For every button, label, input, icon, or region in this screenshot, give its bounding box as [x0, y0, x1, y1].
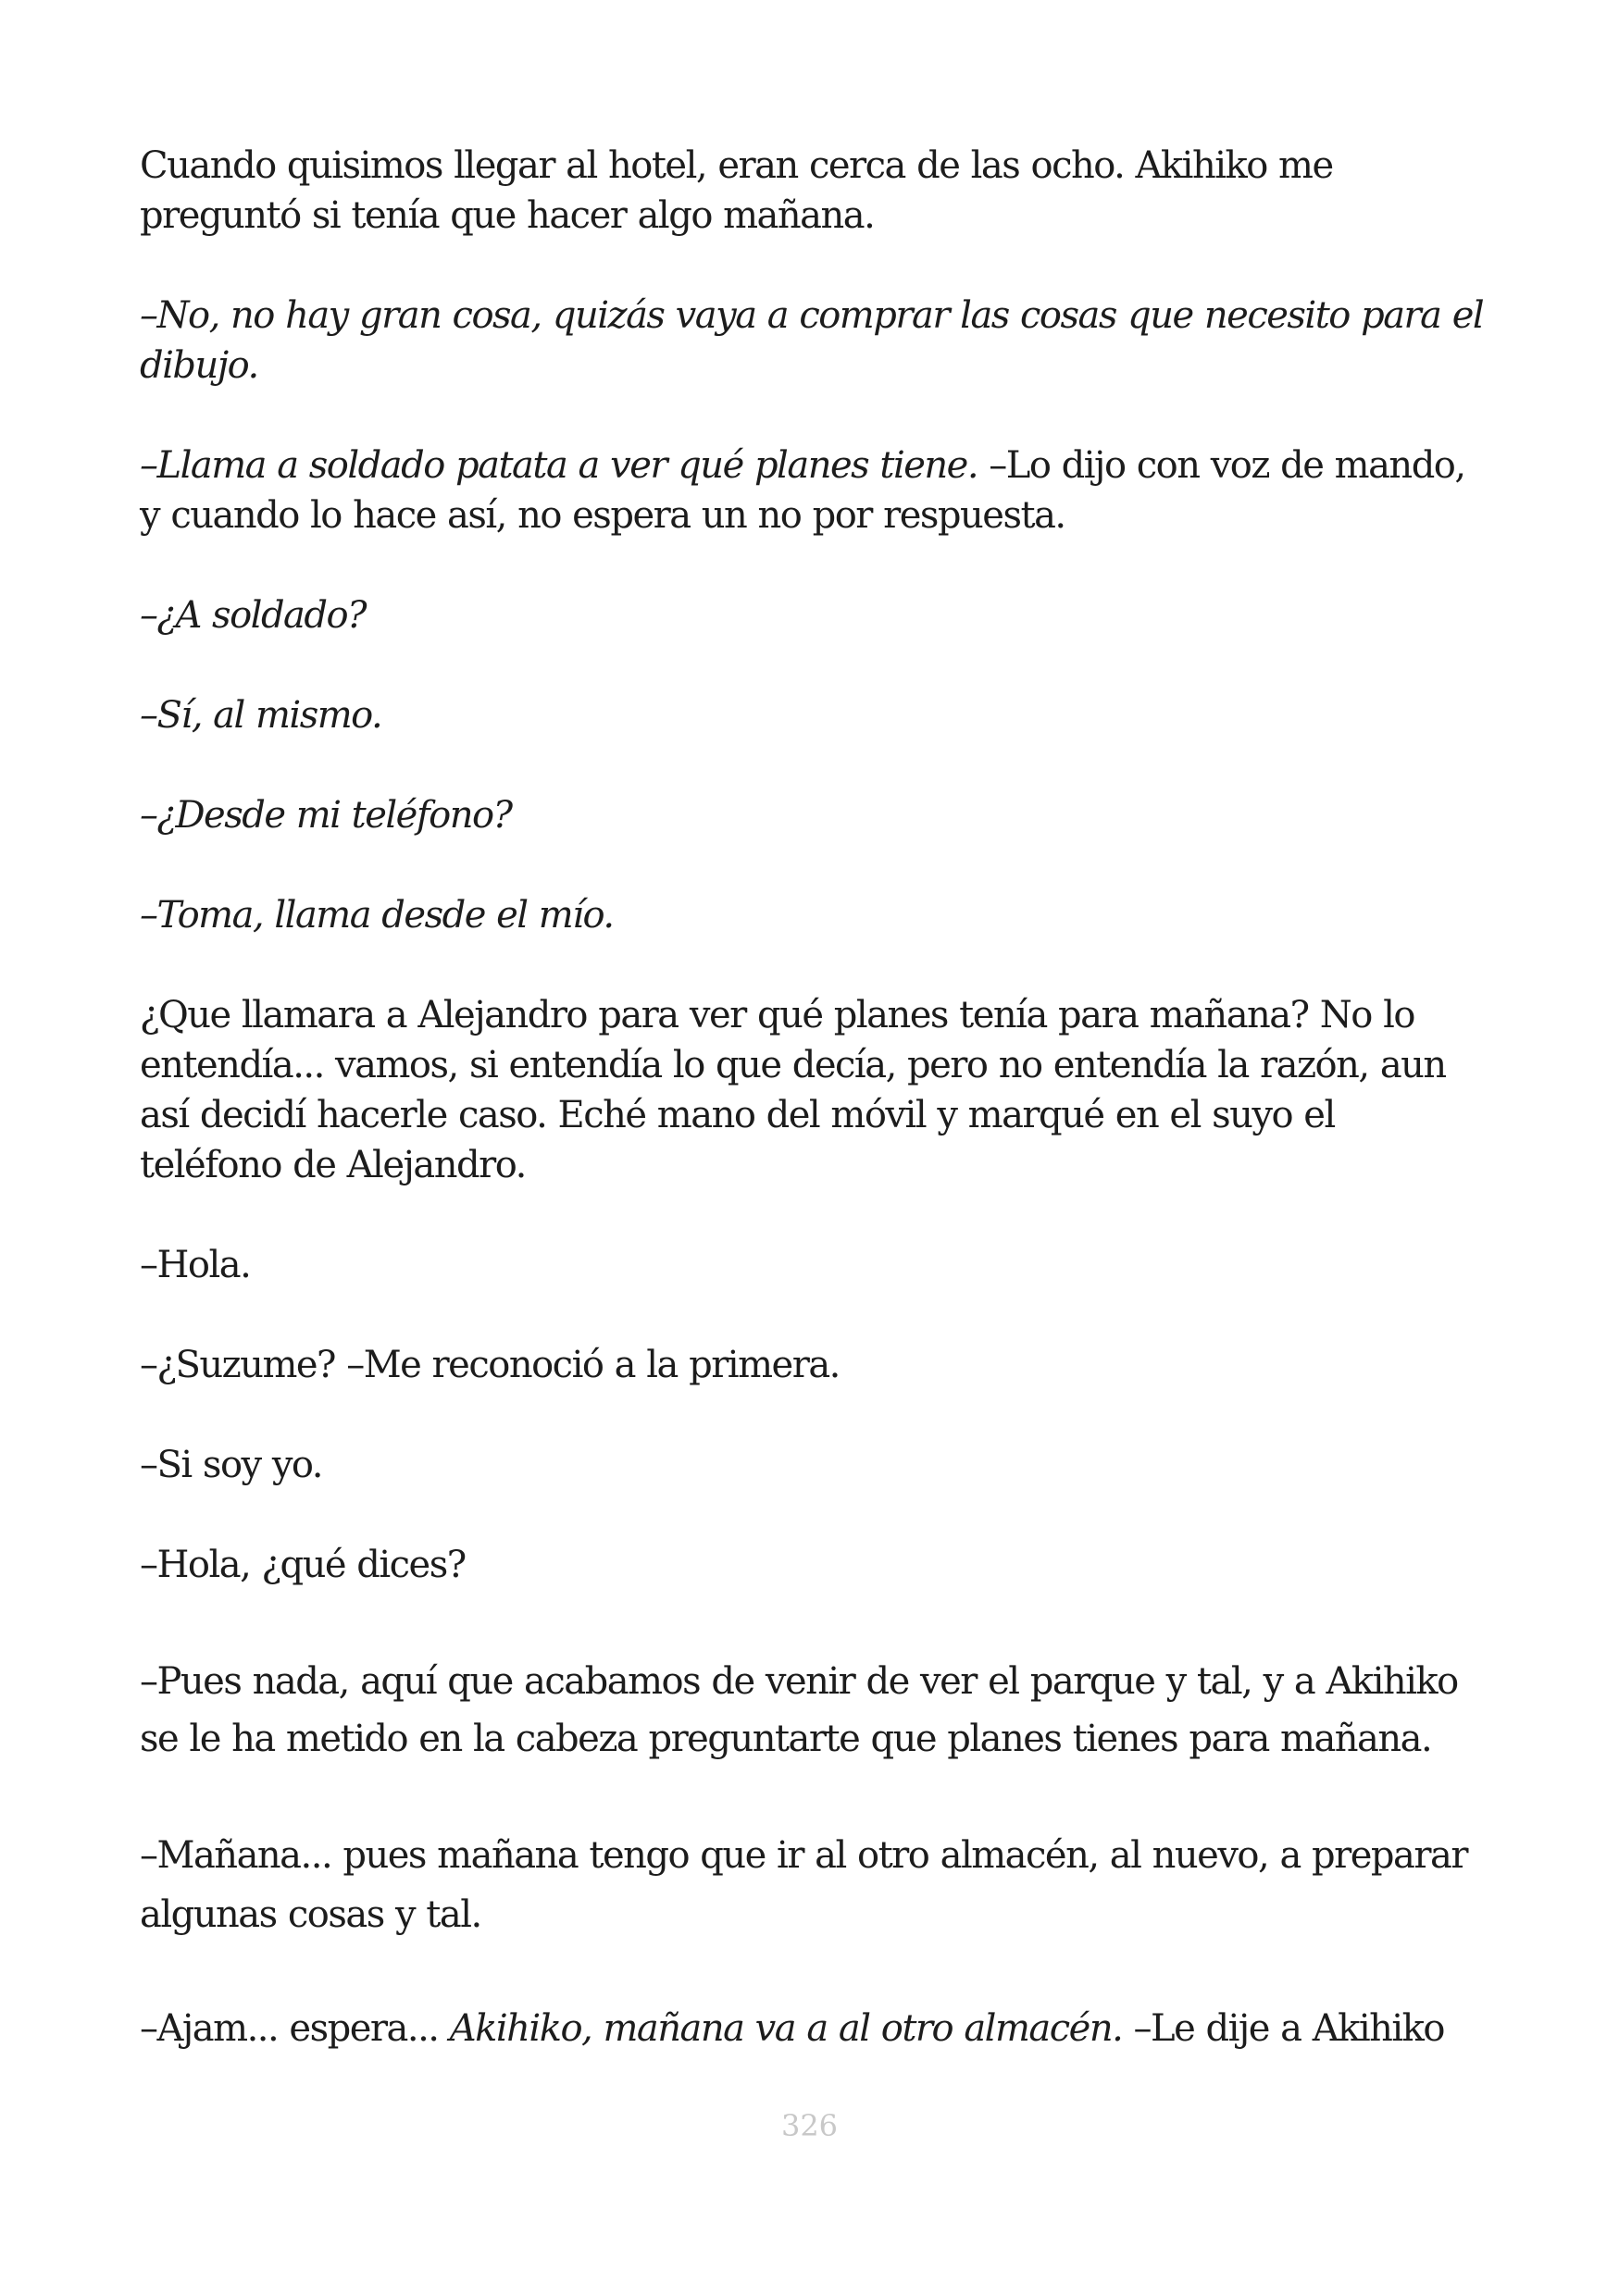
dialogue-line: dibujo.: [140, 344, 258, 387]
text-line: se le ha metido en la cabeza preguntarte que planes tienes para mañana.: [140, 1718, 1432, 1760]
text-line: –Si soy yo.: [140, 1444, 323, 1486]
dialogue-line: –Sí, al mismo.: [140, 694, 382, 737]
paragraph-9: [140, 1240, 250, 1290]
narration: –Le dije a Akihiko: [1122, 2007, 1445, 2050]
text-line: –Hola, ¿qué dices?: [140, 1544, 466, 1586]
text-line: ¿Que llamara a Alejandro para ver qué planes tenía para mañana? No lo: [140, 994, 1414, 1036]
paragraph-4: [140, 590, 366, 640]
dialogue-italic: Akihiko, mañana va a al otro almacén.: [449, 2007, 1123, 2050]
paragraph-5: [140, 690, 381, 740]
text-line: –¿Suzume? –Me reconoció a la primera.: [140, 1344, 840, 1386]
narration: –Lo dijo con voz de mando,: [978, 444, 1465, 487]
text-line: preguntó si tenía que hacer algo mañana.: [140, 194, 875, 237]
dialogue-line: –No, no hay gran cosa, quizás vaya a comprar las cosas que necesito para el: [140, 294, 1484, 337]
paragraph-14: [140, 1826, 1467, 1944]
paragraph-2: [140, 291, 1483, 391]
text-line: algunas cosas y tal.: [140, 1893, 481, 1936]
text-line: –Pues nada, aquí que acabamos de venir de ver el parque y tal, y a Akihiko: [140, 1660, 1458, 1703]
dialogue-italic: –Llama a soldado patata a ver qué planes tiene.: [140, 444, 978, 487]
text-line: teléfono de Alejandro.: [140, 1144, 526, 1186]
paragraph-1: [140, 141, 1333, 241]
paragraph-6: [140, 790, 512, 840]
dialogue-line: –¿A soldado?: [140, 594, 367, 637]
narration: –Ajam... espera...: [140, 2007, 450, 2050]
text-line: Cuando quisimos llegar al hotel, eran cerca de las ocho. Akihiko me: [140, 144, 1333, 187]
text-line: y cuando lo hace así, no espera un no por respuesta.: [140, 494, 1065, 537]
paragraph-11: [140, 1440, 322, 1490]
page-number: 326: [780, 2108, 839, 2143]
text-line: –Hola.: [140, 1244, 251, 1286]
paragraph-15: [140, 2004, 1444, 2054]
text-line: –Mañana... pues mañana tengo que ir al otro almacén, al nuevo, a preparar: [140, 1834, 1467, 1877]
paragraph-8: [140, 990, 1446, 1190]
paragraph-13: [140, 1653, 1458, 1768]
paragraph-12: [140, 1540, 466, 1590]
text-line: [140, 441, 1465, 490]
paragraph-7: [140, 890, 614, 940]
paragraph-3: [140, 441, 1465, 540]
dialogue-line: –¿Desde mi teléfono?: [140, 794, 512, 837]
text-line: [140, 2004, 1444, 2054]
dialogue-line: –Toma, llama desde el mío.: [140, 894, 614, 937]
paragraph-10: [140, 1340, 840, 1390]
text-line: entendía... vamos, si entendía lo que decía, pero no entendía la razón, aun: [140, 1044, 1446, 1086]
text-line: así decidí hacerle caso. Eché mano del móvil y marqué en el suyo el: [140, 1094, 1335, 1136]
